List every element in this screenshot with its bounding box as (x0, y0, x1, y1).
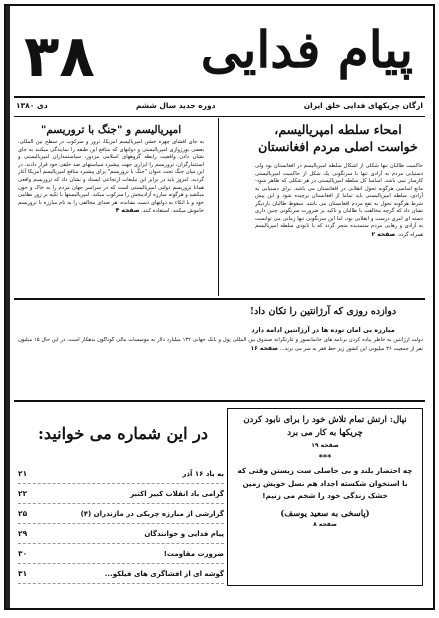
toc-item[interactable] (18, 524, 224, 544)
nepal-title: نپال: ارتش تمام تلاش خود را برای نابود کردن چریکها به کار می برد (243, 415, 407, 438)
column-body (18, 139, 204, 289)
newspaper-page (4, 4, 435, 610)
poem-text: چه احتضار بلند و بی حاصلی ست زیستن وقتی که با استخوان شکسته اجداد هم نسل خویش زمین خشک زندگی خود را شخم می زنیم! (237, 466, 413, 500)
toc-item-label: گرامی باد انقلاب کبیر اکتبر (130, 489, 224, 498)
center-title: دوازده روزی که آرژانتین را تکان داد! (249, 306, 397, 317)
stars-divider: *** (318, 453, 332, 462)
lead-body (255, 163, 423, 271)
toc-list (18, 464, 224, 584)
center-page-ref: صفحه ۱۶ (250, 344, 279, 352)
paper-name: پیام فدایی (200, 20, 413, 79)
toc-item-label: ضرورت مقاومت! (163, 549, 224, 558)
lead-page-ref: صفحه ۲ (371, 230, 396, 238)
toc-title: در این شماره می خوانید: (38, 424, 208, 443)
toc-item-page: ۲۵ (18, 509, 28, 518)
toc-item[interactable] (18, 544, 224, 564)
poem-box (227, 408, 423, 586)
toc-item-label: به یاد ۱۶ آذر (182, 469, 224, 478)
poem-page-ref: صفحه ۸ (313, 520, 337, 528)
scan-edge (6, 6, 10, 608)
mid-rule (14, 298, 425, 300)
toc-item-page: ۳۱ (18, 569, 28, 578)
toc-item-page: ۲۲ (18, 489, 28, 498)
lower-rule (14, 400, 425, 402)
period: دوره جدید سال ششم (135, 101, 216, 110)
column-title: امپریالیسم و "جنگ با تروریسم" (40, 124, 182, 136)
nepal-page-ref: صفحه ۱۹ (311, 442, 339, 449)
toc-item[interactable] (18, 504, 224, 524)
center-subtitle: مبارزه بی امان توده ها در آرژانتین ادامه دارد (251, 326, 395, 334)
column-tail: استفاده کنند. (141, 208, 170, 215)
column-text: به جای افشای چهره خشن امپریالیسم آمریکا، ترور و سرکوب در سطح بین المللی، بعضی بورژوازی امپریالیستی و دولتهای که منافع این طبقه را نمایندگی میکنند به جای نشان دادن واقعیت رابطه گروههای اسلامی مزدور، سیاستمداران امپریالیستی و استثمارگران، تروریسم را ابزاری جهت پیشبرد سیاستهای ضد خلقی خود قرار دادند. در این میان جنگ تحت عنوان "جنگ با تروریسم" برای پیشبرد منافع امپریالیسم آمریکا آغاز گردید. امروز باید در برابر این تبلیغات ارتجاعی ایستاد و نشان داد که تروریسم واقعی همانا تروریسم دولتی امپریالیستی است که در سراسر جهان مردم را به خاک و خون میکشد و هرگونه مبارزه آزادیبخش را سرکوب میکند. امپریالیستها با تکیه بر زور نظامی خود و با اتکاء به دولتهای دست نشانده، هر صدای مخالفی را به نام مبارزه با تروریسم خاموش میکنند. (18, 139, 204, 215)
center-text: دولت آرژانتین به خاطر پیاده کردن برنامه های خانمانسوز و غارتگرانه صندوق بین المللی پول و بانک جهانی ۱۳۲ میلیارد دلار به موسسات مالی گوناگون بدهکار است، در این حال ۱۵ میلیون نفر از جمعیت ۳۶ میلیونی این کشور زیر خط فقر به سر می برند... (18, 337, 423, 352)
toc-item-page: ۲۱ (18, 469, 28, 478)
issue-date: دی ۱۳۸۰ (16, 101, 48, 110)
toc-item-page: ۳۰ (18, 549, 28, 558)
header-rule (14, 116, 425, 117)
issue-number: ۳۸ (24, 22, 95, 90)
poem-answer: (پاسخی به سعید یوسف) (280, 508, 370, 519)
toc-item[interactable] (18, 564, 224, 584)
toc-item-label: گزارشی از مبارزه چریکی در مازندران (۴) (80, 509, 224, 518)
toc-item-page: ۲۹ (18, 529, 28, 538)
toc-item[interactable] (18, 464, 224, 484)
masthead (14, 16, 425, 91)
center-body (18, 337, 423, 369)
lead-text: حاکمیت طالبان تنها شکلی از اشکال سلطه امپریالیسم در افغانستان بود ولی دستیابی مردم به آزادی تنها با سرنگونی یک شکل از حاکمیت امپریالیستی کارساز نمی باشد. اساسا کل سلطه امپریالیستی در هر شکلی که ظاهر شود- مانع اساسی هرگونه تحول انقلابی در افغانستان می باشد. برای دستیابی به آزادی، سلطه امپریالیستی باید تماما از افغانستان برچیده شود و این پیش شرط هرگونه تحول به نفع مردم افغانستان می باشد. سقوط طالبان باردیگر نشان داد که گرچه مخالفت با طالبان و تاکید بر ضرورت سرنگونی چنین داری دسته ای امری درست و انقلابی بود، اما این سرنگونی تنها زمانی می توانست به آزادی و رهایی مردم ستمدیده منجر گردد که با نابودی سلطه امپریالیسم همراه گردد. (255, 163, 423, 238)
publication-line (16, 101, 423, 115)
column-page-ref: صفحه ۴ (115, 207, 140, 215)
publisher: ارگان چریکهای فدایی خلق ایران (303, 101, 423, 110)
toc-item-label: گوشه ای از افشاگری های فیلکو... (104, 569, 224, 578)
toc-item[interactable] (18, 484, 224, 504)
column-divider (218, 118, 219, 296)
masthead-rule (14, 96, 425, 98)
toc-item-label: پیام فدایی و خوانندگان (144, 529, 224, 538)
lead-title: امحاء سلطه امپریالیسم، خواست اصلی مردم افغانستان (258, 122, 418, 154)
